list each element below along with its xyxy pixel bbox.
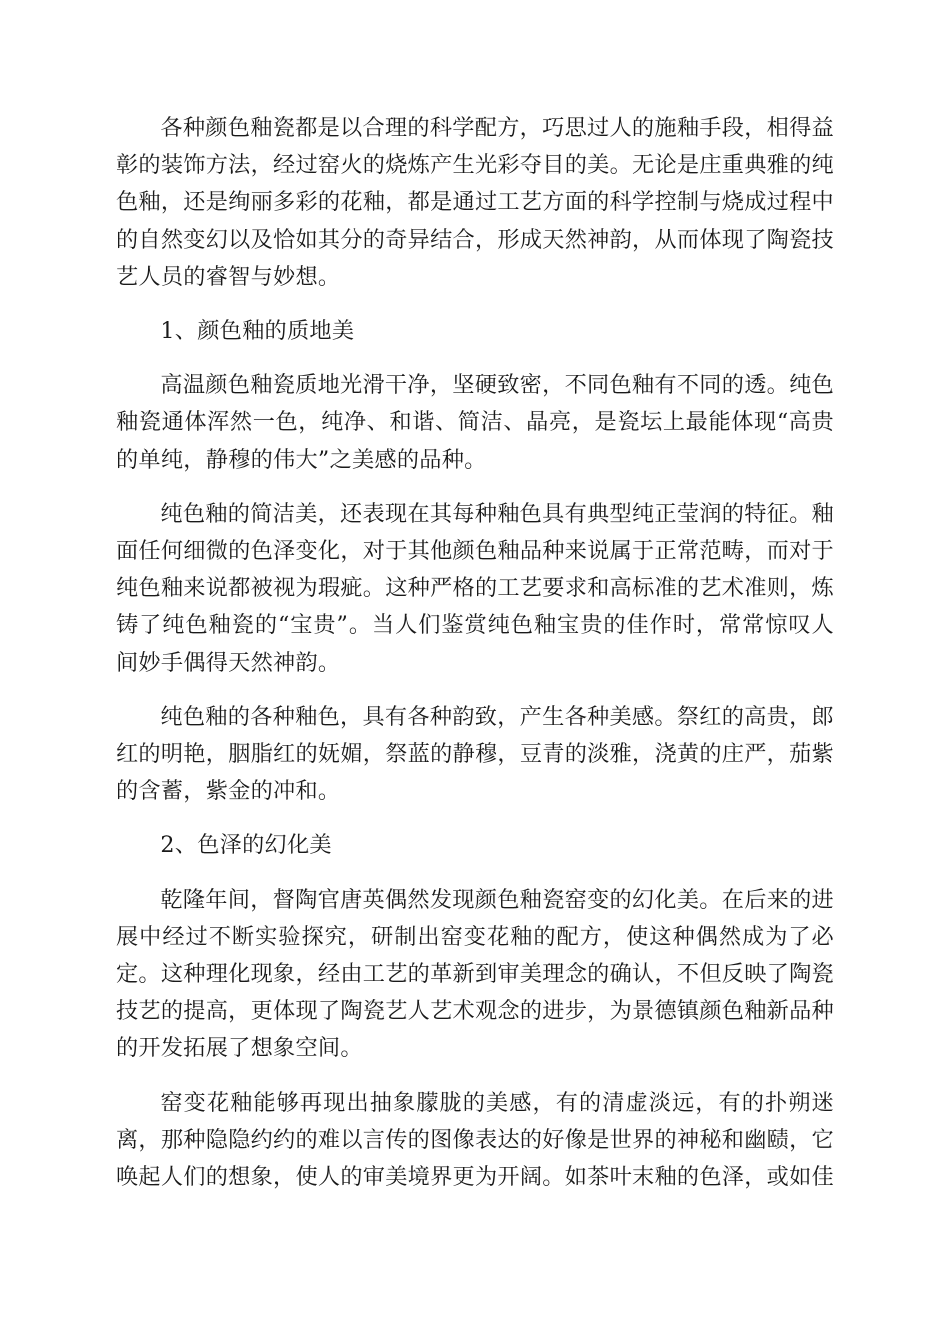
section-heading-texture: 1、颜色釉的质地美 bbox=[160, 318, 355, 345]
section-heading-color-change: 2、色泽的幻化美 bbox=[160, 832, 332, 859]
paragraph-qianlong: 乾隆年间，督陶官唐英偶然发现颜色釉瓷窑变的幻化美。在后来的进展中经过不断实验探究，研制出窑变花釉的配方，使这种偶然成为了必定。这种理化现象，经由工艺的革新到审美理念的确认，不但反映了陶瓷技艺的提高，更体现了陶瓷艺人艺术观念的进步，为景德镇颜色釉新品种的开发拓展了想象空间。 bbox=[116, 886, 834, 1062]
paragraph-glaze-colors: 纯色釉的各种釉色，具有各种韵致，产生各种美感。祭红的高贵，郎红的明艳，胭脂红的妩媚，祭蓝的静穆，豆青的淡雅，浇黄的庄严，茄紫的含蓄，紫金的冲和。 bbox=[116, 703, 834, 805]
document-body bbox=[116, 110, 834, 1213]
paragraph-texture: 高温颜色釉瓷质地光滑干净，坚硬致密，不同色釉有不同的透。纯色釉瓷通体浑然一色，纯净、和谐、简洁、晶亮，是瓷坛上最能体现“高贵的单纯，静穆的伟大”之美感的品种。 bbox=[116, 372, 834, 473]
paragraph-intro: 各种颜色釉瓷都是以合理的科学配方，巧思过人的施釉手段，相得益彰的装饰方法，经过窑火的烧炼产生光彩夺目的美。无论是庄重典雅的纯色釉，还是绚丽多彩的花釉，都是通过工艺方面的科学控制与烧成过程中的自然变幻以及恰如其分的奇异结合，形成天然神韵，从而体现了陶瓷技艺人员的睿智与妙想。 bbox=[116, 115, 834, 290]
paragraph-simplicity: 纯色釉的简洁美，还表现在其每种釉色具有典型纯正莹润的特征。釉面任何细微的色泽变化，对于其他颜色釉品种来说属于正常范畴，而对于纯色釉来说都被视为瑕疵。这种严格的工艺要求和高标准的艺术准则，炼铸了纯色釉瓷的“宝贵”。当人们鉴赏纯色釉宝贵的佳作时，常常惊叹人间妙手偶得天然神韵。 bbox=[116, 500, 834, 676]
paragraph-flambe-glaze: 窑变花釉能够再现出抽象朦胧的美感，有的清虚淡远，有的扑朔迷离，那种隐隐约约的难以言传的图像表达的好像是世界的神秘和幽赜，它唤起人们的想象，使人的审美境界更为开阔。如茶叶末釉的色泽，或如佳 bbox=[116, 1089, 834, 1191]
